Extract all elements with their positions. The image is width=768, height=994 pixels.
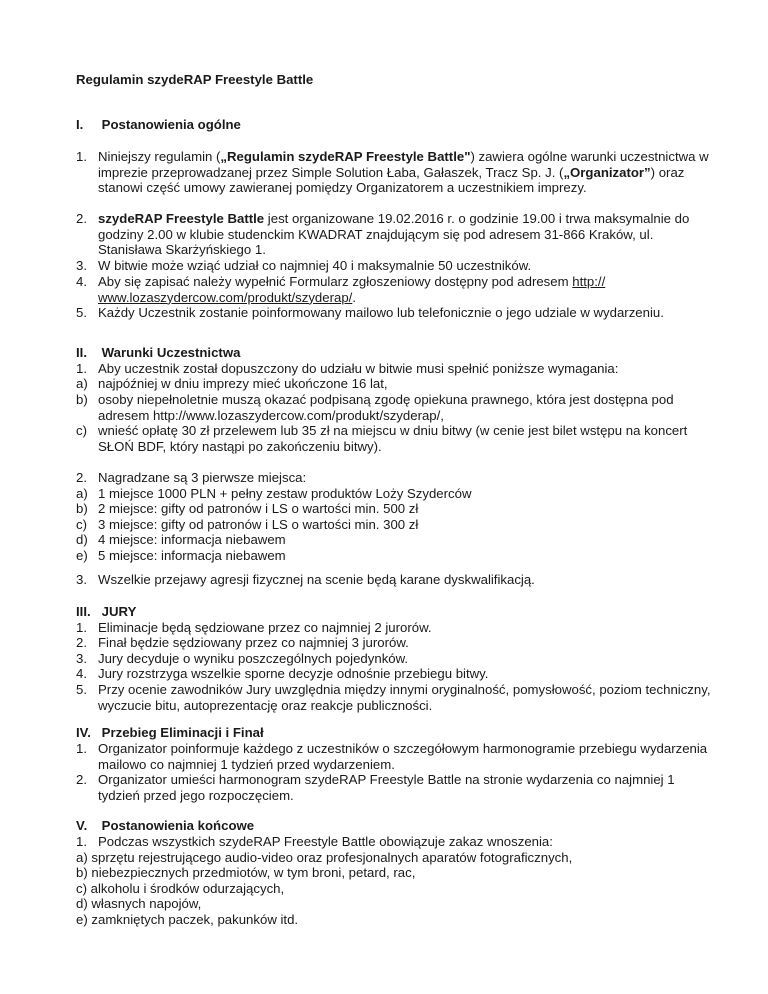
list-item: b) niebezpiecznych przedmiotów, w tym broni, petard, rac, (76, 865, 416, 880)
section-number: II. (76, 345, 87, 360)
section-title: JURY (101, 604, 137, 619)
list-item: a) 1 miejsce 1000 PLN + pełny zestaw produktów Loży Szyderców (76, 486, 472, 501)
section-1-heading (76, 117, 241, 133)
list-item: c) wnieść opłatę 30 zł przelewem lub 35 zł na miejscu w dniu bitwy (w cenie jest bilet wstępu na koncert SŁOŃ BDF, który nastąpi po zakończeniu bitwy). (76, 423, 688, 454)
list-item: 3. Jury decyduje o wyniku poszczególnych pojedynków. (76, 651, 409, 666)
registration-form-link[interactable]: http:// www.lozaszydercow.com/produkt/szyderap/ (98, 274, 606, 305)
list-item: a) sprzętu rejestrującego audio-video oraz profesjonalnych aparatów fotograficznych, (76, 850, 573, 865)
section-5-heading (76, 818, 254, 834)
list-item: 4. Jury rozstrzyga wszelkie sporne decyzje odnośnie przebiegu bitwy. (76, 666, 489, 681)
list-item: 1. Eliminacje będą sędziowane przez co najmniej 2 jurorów. (76, 620, 432, 635)
list-item: d) własnych napojów, (76, 896, 202, 911)
section-2-heading (76, 345, 240, 361)
document-title: Regulamin szydeRAP Freestyle Battle (76, 72, 314, 87)
list-item: a) najpóźniej w dniu imprezy mieć ukończone 16 lat, (76, 376, 388, 391)
section-number: IV. (76, 725, 91, 740)
list-item: 1. Organizator poinformuje każdego z uczestników o szczegółowym harmonogramie przebiegu wydarzenia mailowo co najmniej 1 tydzień przed wydarzeniem. (76, 741, 708, 772)
list-item: 5. Przy ocenie zawodników Jury uwzględnia między innymi oryginalność, pomysłowość, poziom techniczny, wyczucie bitu, autoprezentację oraz reakcje publiczności. (76, 682, 711, 713)
list-item: 2. Finał będzie sędziowany przez co najmniej 3 jurorów. (76, 635, 409, 650)
section-4-heading (76, 725, 264, 741)
section-title: Postanowienia końcowe (101, 818, 255, 833)
list-item: e) 5 miejsce: informacja niebawem (76, 548, 286, 563)
list-item: d) 4 miejsce: informacja niebawem (76, 532, 286, 547)
list-item: 5. Każdy Uczestnik zostanie poinformowany mailowo lub telefonicznie o jego udziale w wydarzeniu. (76, 305, 664, 320)
section-number: III. (76, 604, 91, 619)
list-item: b) 2 miejsce: gifty od patronów i LS o wartości min. 500 zł (76, 501, 419, 516)
section-number: I. (76, 117, 84, 132)
list-item: 2. szydeRAP Freestyle Battle jest organizowane 19.02.2016 r. o godzinie 19.00 i trwa maksymalnie do godziny 2.00 w klubie studenckim KWADRAT znajdującym się pod adresem 31-866 Kraków, ul. Stanisława Skarżyńskiego 1. (76, 211, 690, 258)
list-item: 1. Niniejszy regulamin („Regulamin szydeRAP Freestyle Battle") zawiera ogólne warunki uczestnictwa w imprezie przeprowadzanej przez Simple Solution Łaba, Gałaszek, Tracz Sp. J. („Organizator”) oraz stanowi część umowy zawieranej pomiędzy Organizatorem a uczestnikiem imprezy. (76, 149, 709, 196)
list-item: 2. Organizator umieści harmonogram szydeRAP Freestyle Battle na stronie wydarzenia co najmniej 1 tydzień przed jego rozpoczęciem. (76, 772, 675, 803)
list-item: b) osoby niepełnoletnie muszą okazać podpisaną zgodę opiekuna prawnego, która jest dostępna pod adresem http://www.lozaszydercow.com/produkt/szyderap/, (76, 392, 674, 423)
section-title: Warunki Uczestnictwa (101, 345, 241, 360)
list-item: 2. Nagradzane są 3 pierwsze miejsca: (76, 470, 307, 485)
list-item: 1. Podczas wszystkich szydeRAP Freestyle Battle obowiązuje zakaz wnoszenia: (76, 834, 553, 849)
list-item: c) alkoholu i środków odurzających, (76, 881, 285, 896)
section-title: Postanowienia ogólne (101, 117, 241, 132)
list-item: 4. Aby się zapisać należy wypełnić Formularz zgłoszeniowy dostępny pod adresem http:// www.lozaszydercow.com/produkt/szyderap/. (76, 274, 606, 305)
list-item: e) zamkniętych paczek, pakunków itd. (76, 912, 299, 927)
list-item: 3. W bitwie może wziąć udział co najmniej 40 i maksymalnie 50 uczestników. (76, 258, 532, 273)
list-item: 1. Aby uczestnik został dopuszczony do udziału w bitwie musi spełnić poniższe wymagania: (76, 361, 619, 376)
list-item: c) 3 miejsce: gifty od patronów i LS o wartości min. 300 zł (76, 517, 419, 532)
list-item: 3. Wszelkie przejawy agresji fizycznej na scenie będą karane dyskwalifikacją. (76, 572, 535, 587)
section-title: Przebieg Eliminacji i Finał (101, 725, 264, 740)
section-number: V. (76, 818, 88, 833)
section-3-heading (76, 604, 136, 620)
